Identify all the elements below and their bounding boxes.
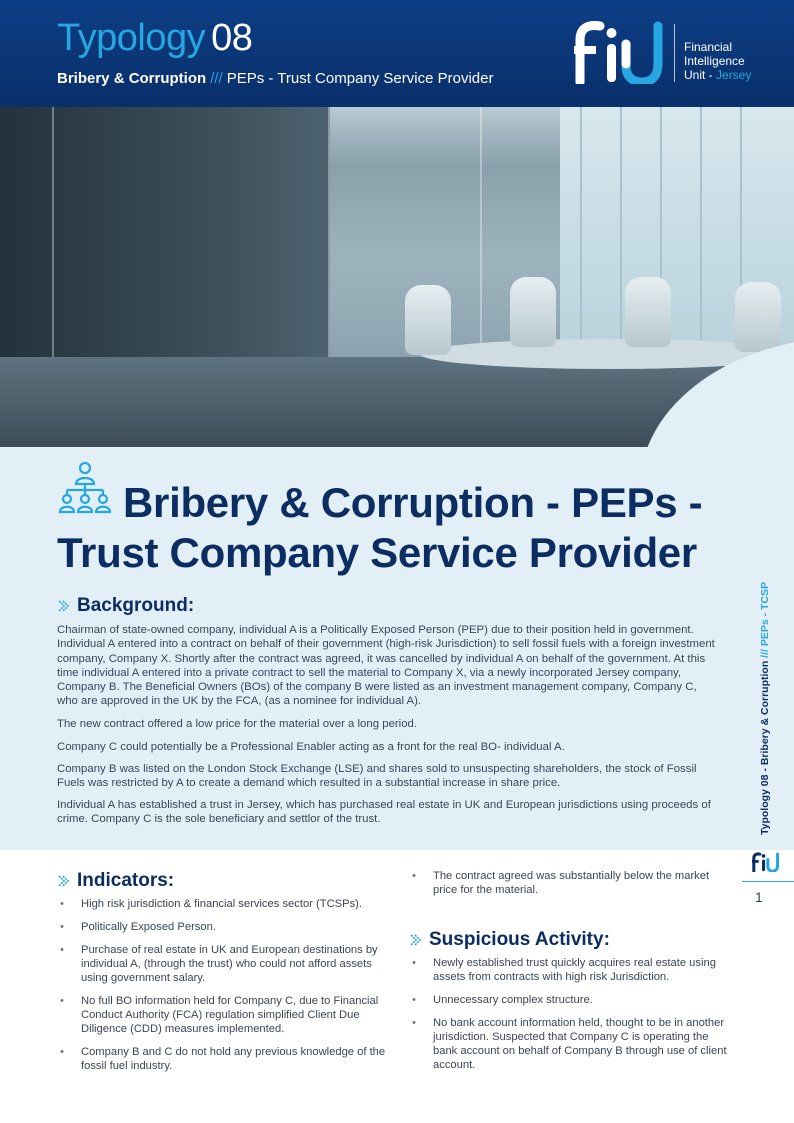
list-item: • Company B and C do not hold any previous knowledge of the fossil fuel industry. — [57, 1045, 387, 1073]
logo-line-intelligence: Intelligence — [684, 54, 745, 68]
typology-title — [57, 16, 252, 60]
fiu-logo-mark-icon — [574, 20, 666, 84]
page-number: 1 — [755, 889, 763, 905]
hero-blind — [580, 107, 582, 347]
chevron-right-icon — [57, 599, 71, 613]
logo-jersey: Jersey — [716, 68, 752, 82]
header-subtopic: PEPs - Trust Company Service Provider — [226, 70, 494, 87]
header-subtitle — [57, 69, 493, 89]
list-item: • The contract agreed was substantially below the market price for the material. — [409, 869, 734, 897]
hero-chair — [735, 282, 781, 352]
header-separator: /// — [210, 70, 223, 87]
background-paragraph: Company B was listed on the London Stock Exchange (LSE) and shares sold to unsuspecting shareholders, the stock of Fossil Fuels was restricted by A to create a demand which resulted in a substantial increase in share price. — [57, 763, 697, 790]
chevron-right-icon — [57, 874, 71, 888]
page-title — [57, 478, 757, 578]
list-item: • Unnecessary complex structure. — [409, 993, 734, 1007]
logo-text — [684, 40, 751, 82]
background-paragraph: Company C could potentially be a Professional Enabler acting as a front for the real BO- individual A. — [57, 741, 565, 753]
typology-number: 08 — [211, 17, 253, 59]
side-running-label — [759, 582, 771, 835]
suspicious-activity-heading — [409, 929, 610, 951]
indicators-heading-text: Indicators: — [77, 870, 175, 891]
hero-chair — [510, 277, 556, 347]
typology-word: Typology — [57, 17, 206, 59]
background-heading-text: Background: — [77, 595, 195, 616]
list-item: • Politically Exposed Person. — [57, 920, 387, 934]
hero-blind — [700, 107, 702, 347]
background-paragraph: Individual A has established a trust in Jersey, which has purchased real estate in UK and European jurisdictions using proceeds of crime. Company C is the sole beneficiary and settlor of the trust. — [57, 799, 711, 826]
fiu-logo — [574, 20, 774, 86]
list-item: • High risk jurisdiction & financial services sector (TCSPs). — [57, 897, 387, 911]
logo-line-unit — [684, 68, 751, 82]
list-item: • Purchase of real estate in UK and European destinations by individual A, (through the trust) who could not afford assets using government salary. — [57, 943, 387, 985]
background-paragraph: Chairman of state-owned company, individual A is a Politically Exposed Person (PEP) due to their position held in government. Individual A entered into a contract on behalf of their government (high-risk Jurisdiction) to sell fossil fuels with a foreign investment company, Company X. Shortly after the contract was agreed, it was cancelled by individual A on behalf of the government. At this time individual A entered into a private contract to sell the material to Company X, via a newly incorporated Jersey company, Company B. The Beneficial Owners (BOs) of the company B were listed as an investment management company, Company C, who are approved in the UK by the FCA, (as a nominee for individual A). — [57, 624, 715, 708]
list-item: • Newly established trust quickly acquires real estate using assets from contracts with high risk Jurisdiction. — [409, 956, 734, 984]
side-label-rest: PEPs - TCSP — [759, 581, 771, 647]
list-item: • No bank account information held, thought to be in another jurisdiction. Suspected that Company C is operating the bank account on behalf of Company B through use of client account. — [409, 1016, 734, 1072]
header-band — [0, 0, 794, 107]
logo-divider — [674, 24, 675, 82]
meeting-room-photo — [0, 107, 794, 447]
side-divider — [742, 881, 794, 882]
hero-chair — [405, 285, 451, 355]
fiu-small-logo-icon — [752, 852, 780, 872]
background-heading — [57, 595, 194, 617]
logo-line-financial: Financial — [684, 40, 733, 54]
indicators-heading — [57, 870, 174, 892]
side-label-separator: /// — [759, 646, 771, 661]
chevron-right-icon — [409, 933, 423, 947]
hero-blind — [620, 107, 622, 347]
indicators-list-continued — [409, 869, 734, 906]
logo-unit-prefix: Unit - — [684, 68, 717, 82]
hero-chair — [625, 277, 671, 347]
header-category: Bribery & Corruption — [57, 70, 207, 87]
suspicious-heading-text: Suspicious Activity: — [429, 929, 610, 950]
list-item: • No full BO information held for Company C, due to Financial Conduct Authority (FCA) regulation simplified Client Due Diligence (CDD) measures implemented. — [57, 994, 387, 1036]
page-title-text: Bribery & Corruption - PEPs - Trust Company Service Provider — [57, 479, 703, 576]
background-paragraph: The new contract offered a low price for the material over a long period. — [57, 718, 418, 730]
suspicious-activity-list — [409, 956, 734, 1081]
indicators-list — [57, 897, 387, 1082]
side-label-main: Typology 08 - Bribery & Corruption — [759, 660, 771, 835]
